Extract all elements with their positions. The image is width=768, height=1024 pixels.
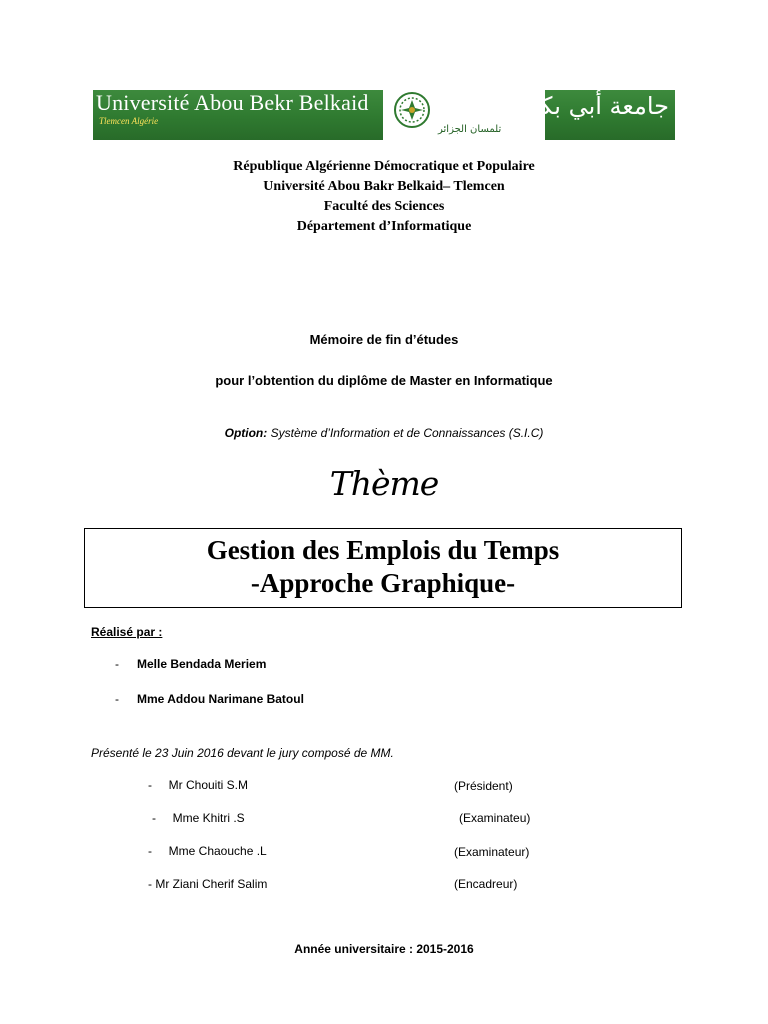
option-label: Option:: [224, 426, 268, 440]
header-department: Département d’Informatique: [296, 219, 472, 234]
jury-1-role: (Président): [454, 779, 513, 793]
university-emblem-icon: [393, 91, 431, 129]
banner-location-fr: Tlemcen Algérie: [99, 116, 159, 126]
banner-title-ar: جامعة أبي بكر بلقايد: [466, 92, 669, 120]
realise-label: Réalisé par :: [91, 625, 163, 639]
banner-title-fr: Université Abou Bekr Belkaid: [96, 90, 369, 115]
author-1-name: Melle Bendada Meriem: [137, 657, 267, 671]
presented-line: Présenté le 23 Juin 2016 devant le jury composé de MM.: [91, 746, 394, 760]
thesis-title-line1: Gestion des Emplois du Temps: [206, 535, 560, 565]
option-line: [0, 426, 768, 440]
jury-2-name: - Mme Khitri .S: [152, 811, 245, 825]
jury-1-name: - Mr Chouiti S.M: [148, 778, 249, 792]
banner-location-ar: تلمسان الجزائر: [438, 124, 502, 135]
thesis-title-line2: -Approche Graphique-: [250, 568, 516, 598]
author-2-dash: -: [115, 692, 119, 706]
jury-2-role: (Examinateu): [459, 811, 531, 825]
thesis-title-box: [84, 528, 682, 608]
diploma-line: pour l’obtention du diplôme de Master en Informatique: [215, 373, 553, 388]
memoire-heading: Mémoire de fin d’études: [309, 332, 459, 347]
jury-3-name: - Mme Chaouche .L: [148, 844, 267, 858]
academic-year: Année universitaire : 2015-2016: [294, 942, 474, 956]
jury-4-role: (Encadreur): [454, 877, 518, 891]
header-republic: République Algérienne Démocratique et Populaire: [233, 159, 535, 174]
author-1-dash: -: [115, 657, 119, 671]
jury-3-role: (Examinateur): [454, 845, 530, 859]
author-2-name: Mme Addou Narimane Batoul: [137, 692, 304, 706]
header-faculty: Faculté des Sciences: [323, 199, 445, 214]
option-value: Système d’Information et de Connaissances (S.I.C): [267, 426, 544, 440]
theme-heading: Thème: [329, 464, 439, 503]
header-university: Université Abou Bakr Belkaid– Tlemcen: [263, 179, 505, 194]
jury-4-name: - Mr Ziani Cherif Salim: [148, 877, 268, 891]
university-banner: [93, 90, 675, 140]
